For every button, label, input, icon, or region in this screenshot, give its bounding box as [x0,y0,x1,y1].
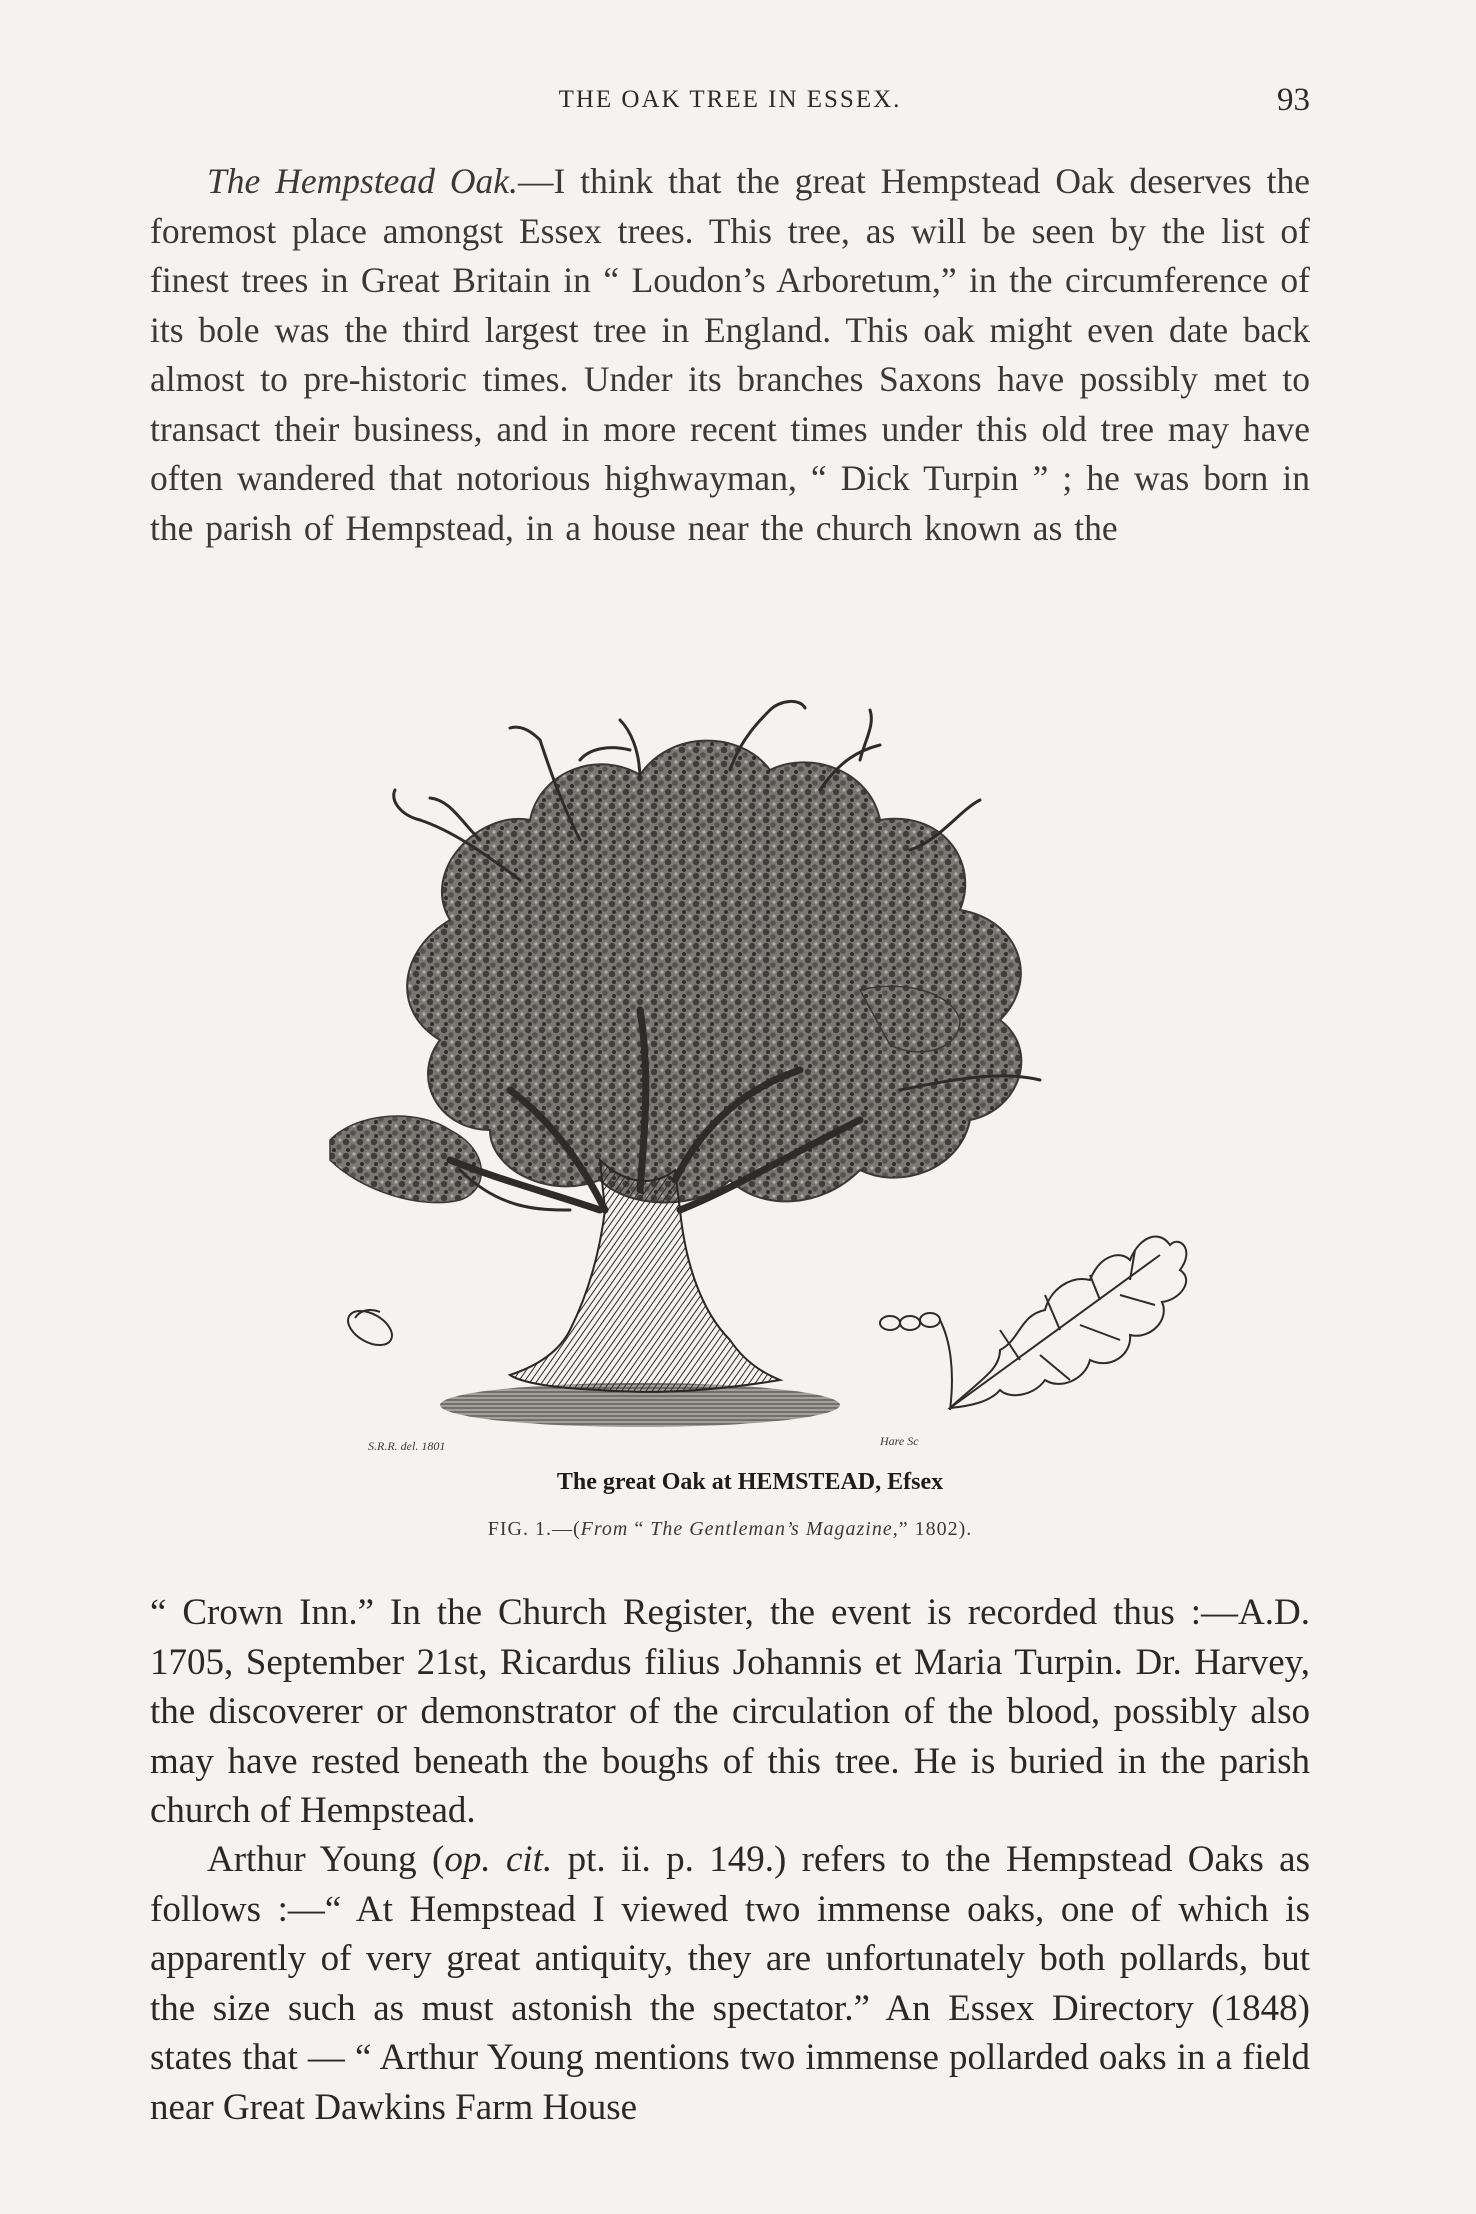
page-header [150,82,1310,132]
paragraph-arthur-young [150,1835,1310,2132]
paragraph-hempstead-oak [150,157,1310,553]
caption-suffix: ” 1802). [898,1518,973,1540]
paragraph-crown-inn: “ Crown Inn.” In the Church Register, the event is recorded thus :—A.D. 1705, September 21st, Ricardus filius Johannis et Maria Turpin. Dr. Harvey, the discoverer or demonstrator of the circulation of the blood, possibly also may have rested beneath the boughs of this tree. He is buried in the parish church of Hempstead. [150,1592,1310,1831]
plate-caption: The great Oak at HEMSTEAD, Efsex [556,1469,944,1495]
acorn-cups-drawing [880,1313,952,1410]
caption-quote-open: “ [628,1518,651,1540]
paragraph-text: pt. ii. p. 149.) refers to the Hempstead Oaks as follows :—“ At Hempstead I viewed two immense oaks, one of which is apparently of very great antiquity, they are unfortunately both pollards, but the size such as must astonish the spectator.” An Essex Directory (1848) states that — “ Arthur Young mentions two immense pollarded oaks in a field near Great Dawkins Farm House [150,1839,1311,2128]
oak-leaf-drawing [950,1237,1186,1408]
running-head: THE OAK TREE IN ESSEX. [558,86,902,113]
engraver-credit-left: S.R.R. del. 1801 [368,1439,446,1453]
caption-source: The Gentleman’s Magazine, [650,1518,899,1540]
page-number: 93 [1277,82,1310,118]
section-title: The Hempstead Oak. [207,161,518,201]
oak-tree-illustration [300,690,1200,1470]
paragraph-text: —I think that the great Hempstead Oak deserves the foremost place amongst Essex trees. This tree, as will be seen by the list of finest trees in Great Britain in “ Loudon’s Arboretum,” in the circumference of its bole was the third largest tree in England. This oak might even date back almost to pre-historic times. Under its branches Saxons have possibly met to transact their business, and in more recent times under this old tree may have often wandered that notorious highwayman, “ Dick Turpin ” ; he was born in the parish of Hempstead, in a house near the church known as the [150,161,1311,548]
citation: op. cit. [444,1839,553,1880]
figure-caption [150,1518,1310,1541]
engraver-credit-right: Hare Sc [880,1434,919,1448]
oak-tree-engraving [300,690,1200,1495]
caption-from: From [580,1518,629,1540]
paragraph-lead: Arthur Young ( [207,1839,445,1880]
acorn-drawing [342,1304,398,1352]
caption-prefix: FIG. 1.—( [487,1518,581,1540]
